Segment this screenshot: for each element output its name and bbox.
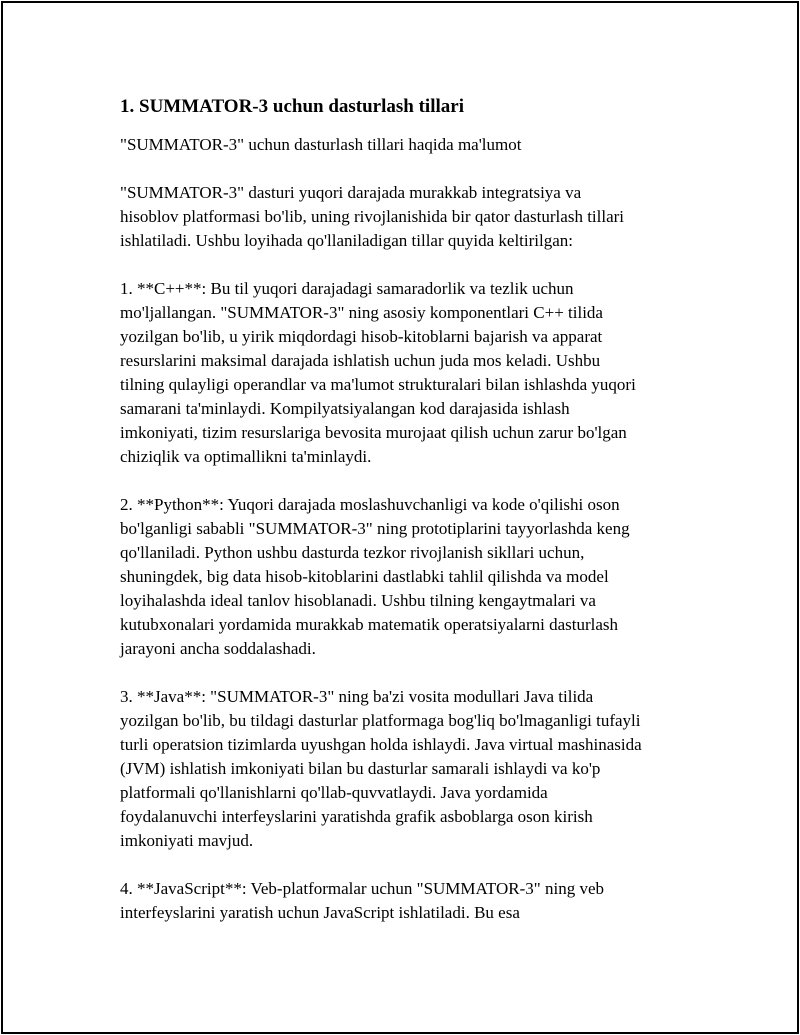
- paragraph-line: loyihalashda ideal tanlov hisoblanadi. Ushbu tilning kengaytmalari va: [120, 591, 596, 610]
- paragraph-line: resurslarini maksimal darajada ishlatish uchun juda mos keladi. Ushbu: [120, 351, 601, 370]
- paragraph-line: interfeyslarini yaratish uchun JavaScript ishlatiladi. Bu esa: [120, 903, 520, 922]
- paragraph-java: [120, 685, 690, 853]
- paragraph-line: "SUMMATOR-3" dasturi yuqori darajada murakkab integratsiya va: [120, 183, 582, 202]
- document-intro: "SUMMATOR-3" uchun dasturlash tillari haqida ma'lumot: [120, 135, 522, 154]
- paragraph-line: bo'lganligi sababli "SUMMATOR-3" ning prototiplarini tayyorlashda keng: [120, 519, 630, 538]
- paragraph-python: [120, 493, 690, 661]
- paragraph-line: shuningdek, big data hisob-kitoblarini dastlabki tahlil qilishda va model: [120, 567, 609, 586]
- paragraph-line: qo'llaniladi. Python ushbu dasturda tezkor rivojlanish sikllari uchun,: [120, 543, 585, 562]
- paragraph-line: yozilgan bo'lib, u yirik miqdordagi hisob-kitoblarni bajarish va apparat: [120, 327, 603, 346]
- paragraph-line: imkoniyati, tizim resurslariga bevosita murojaat qilish uchun zarur bo'lgan: [120, 423, 627, 442]
- paragraph-line: 1. **C++**: Bu til yuqori darajadagi samaradorlik va tezlik uchun: [120, 279, 574, 298]
- paragraph-line: mo'ljallangan. "SUMMATOR-3" ning asosiy komponentlari C++ tilida: [120, 303, 603, 322]
- paragraph-line: yozilgan bo'lib, bu tildagi dasturlar platformaga bog'liq bo'lmaganligi tufayli: [120, 711, 641, 730]
- paragraph-line: platformali qo'llanishlarni qo'llab-quvvatlaydi. Java yordamida: [120, 783, 548, 802]
- paragraph-line: imkoniyati mavjud.: [120, 831, 254, 850]
- paragraph-line: samarani ta'minlaydi. Kompilyatsiyalangan kod darajasida ishlash: [120, 399, 570, 418]
- document-title: 1. SUMMATOR-3 uchun dasturlash tillari: [120, 96, 464, 117]
- paragraph-line: foydalanuvchi interfeyslarini yaratishda grafik asboblarga oson kirish: [120, 807, 593, 826]
- paragraph-line: hisoblov platformasi bo'lib, uning rivojlanishida bir qator dasturlash tillari: [120, 207, 625, 226]
- paragraph-javascript: [120, 877, 690, 925]
- paragraph-line: chiziqlik va optimallikni ta'minlaydi.: [120, 447, 372, 466]
- paragraph-line: 3. **Java**: "SUMMATOR-3" ning ba'zi vosita modullari Java tilida: [120, 687, 594, 706]
- document-body: [120, 95, 690, 925]
- document-page: [1, 1, 799, 1034]
- paragraph-line: turli operatsion tizimlarda uyushgan holda ishlaydi. Java virtual mashinasida: [120, 735, 642, 754]
- paragraph-cpp: [120, 277, 690, 469]
- paragraph-line: jarayoni ancha soddalashadi.: [120, 639, 316, 658]
- paragraph-line: 2. **Python**: Yuqori darajada moslashuvchanligi va kode o'qilishi oson: [120, 495, 620, 514]
- paragraph-line: kutubxonalari yordamida murakkab matematik operatsiyalarni dasturlash: [120, 615, 619, 634]
- paragraph-line: tilning qulayligi operandlar va ma'lumot strukturalari bilan ishlashda yuqori: [120, 375, 636, 394]
- paragraph-line: (JVM) ishlatish imkoniyati bilan bu dasturlar samarali ishlaydi va ko'p: [120, 759, 601, 778]
- paragraph-line: 4. **JavaScript**: Veb-platformalar uchun "SUMMATOR-3" ning veb: [120, 879, 604, 898]
- paragraph-overview: [120, 181, 690, 253]
- paragraph-line: ishlatiladi. Ushbu loyihada qo'llaniladigan tillar quyida keltirilgan:: [120, 231, 573, 250]
